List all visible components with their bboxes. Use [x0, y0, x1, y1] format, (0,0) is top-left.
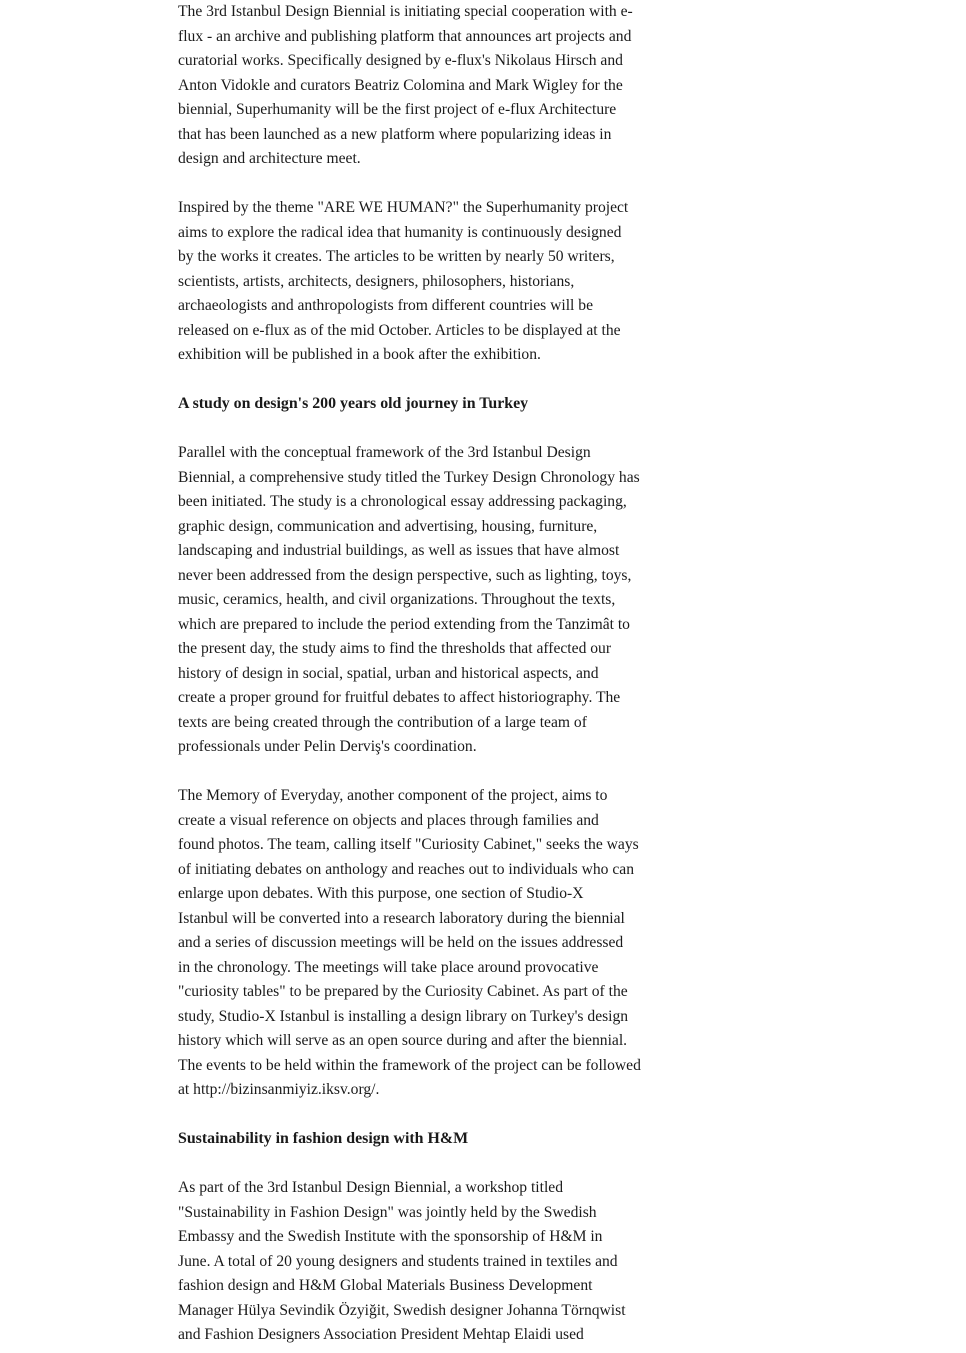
article-body — [178, 0, 698, 1348]
paragraph-memory-of-everyday: The Memory of Everyday, another component of the project, aims to create a visual reference on objects and places through families and found photos. The team, calling itself "Curiosity Cabinet," seeks the ways of initiating debates on anthology and reaches out to individuals who can enlarge upon debates. With this purpose, one section of Studio-X Istanbul will be converted into a research laboratory during the biennial and a series of discussion meetings will be held on the issues addressed in the chronology. The meetings will take place around provocative "curiosity tables" to be prepared by the Curiosity Cabinet. As part of the study, Studio-X Istanbul is installing a design library on Turkey's design history which will serve as an open source during and after the biennial. The events to be held within the framework of the project can be followed at http://bizinsanmiyiz.iksv.org/. — [178, 787, 641, 1098]
paragraph-e-flux-cooperation: The 3rd Istanbul Design Biennial is initiating special cooperation with e- flux - an archive and publishing platform that announces art projects and curatorial works. Specifically designed by e-flux's Nikolaus Hirsch and Anton Vidokle and curators Beatriz Colomina and Mark Wigley for the biennial, Superhumanity will be the first project of e-flux Architecture that has been launched as a new platform where popularizing ideas in design and architecture meet. — [178, 3, 633, 167]
section-heading-design-journey: A study on design's 200 years old journey in Turkey — [178, 395, 529, 412]
paragraph-spacer — [178, 172, 698, 197]
section-heading-sustainability: Sustainability in fashion design with H&M — [178, 1130, 469, 1147]
paragraph-fashion-workshop: As part of the 3rd Istanbul Design Biennial, a workshop titled "Sustainability in Fashion Design" was jointly held by the Swedish Embassy and the Swedish Institute with the sponsorship of H&M in June. A total of 20 young designers and students trained in textiles and fashion design and H&M Global Materials Business Development Manager Hülya Sevindik Özyiğit, Swedish designer Johanna Törnqwist and Fashion Designers Association President Mehtap Elaidi used — [178, 1179, 626, 1343]
paragraph-spacer — [178, 368, 698, 393]
paragraph-spacer — [178, 1152, 698, 1177]
paragraph-spacer — [178, 760, 698, 785]
paragraph-design-chronology: Parallel with the conceptual framework of the 3rd Istanbul Design Biennial, a comprehensive study titled the Turkey Design Chronology has been initiated. The study is a chronological essay addressing packaging, graphic design, communication and advertising, housing, furniture, landscaping and industrial buildings, as well as issues that have almost never been addressed from the design perspective, such as lighting, toys, music, ceramics, health, and civil organizations. Throughout the texts, which are prepared to include the period extending from the Tanzimât to the present day, the study aims to find the thresholds that affected our history of design in social, spatial, urban and historical aspects, and create a proper ground for fruitful debates to affect historiography. The texts are being created through the contribution of a large team of professionals under Pelin Derviş's coordination. — [178, 444, 640, 755]
paragraph-superhumanity: Inspired by the theme "ARE WE HUMAN?" the Superhumanity project aims to explore the radical idea that humanity is continuously designed by the works it creates. The articles to be written by nearly 50 writers, scientists, artists, architects, designers, philosophers, historians, archaeologists and anthropologists from different countries will be released on e-flux as of the mid October. Articles to be displayed at the exhibition will be published in a book after the exhibition. — [178, 199, 629, 363]
paragraph-spacer — [178, 1103, 698, 1128]
paragraph-spacer — [178, 417, 698, 442]
